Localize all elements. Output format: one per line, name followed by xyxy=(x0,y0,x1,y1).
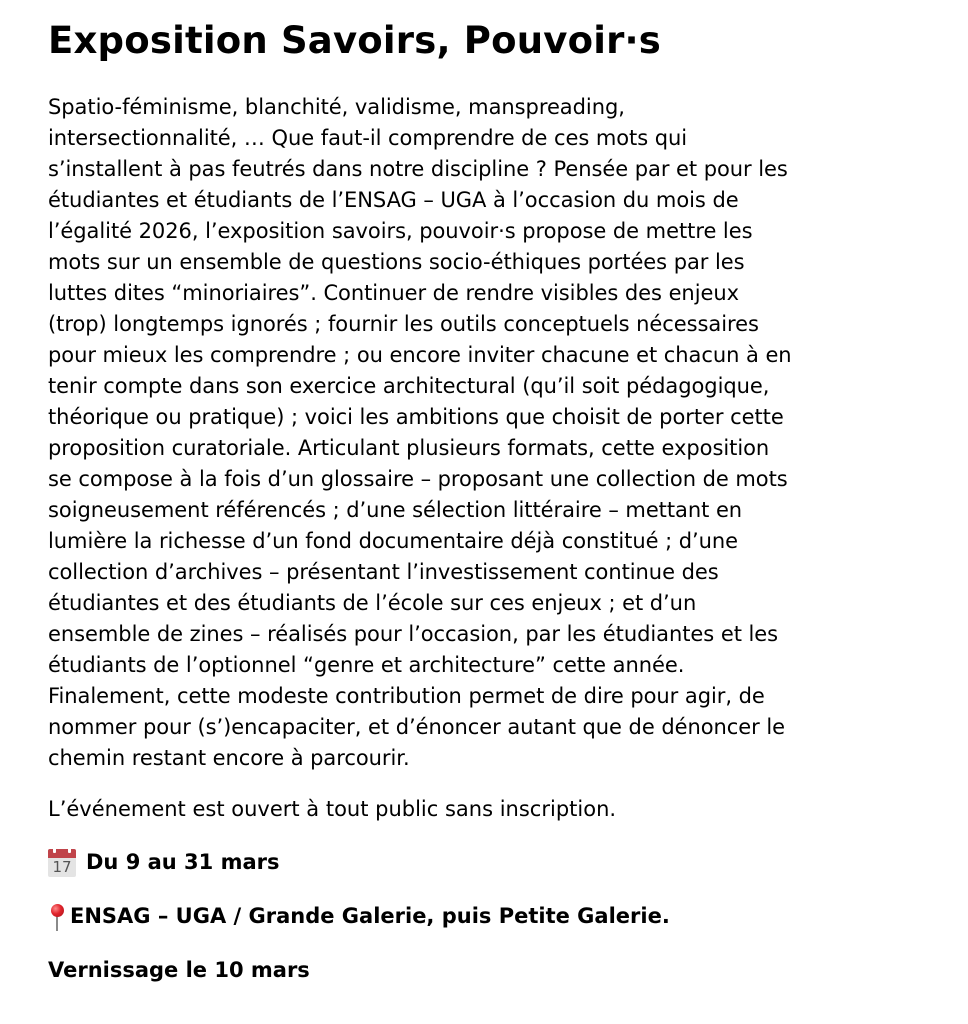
description-line: proposition curatoriale. Articulant plusieurs formats, cette exposition xyxy=(48,436,770,460)
round-pushpin-icon xyxy=(48,902,66,932)
description-line: Spatio-féminisme, blanchité, validisme, manspreading, xyxy=(48,95,625,119)
calendar-icon-day: 17 xyxy=(52,857,72,876)
event-opening-text: Vernissage le 10 mars xyxy=(48,958,310,982)
description-line: étudiantes et des étudiants de l’école sur ces enjeux ; et d’un xyxy=(48,591,697,615)
description-line: s’installent à pas feutrés dans notre discipline ? Pensée par et pour les xyxy=(48,157,788,181)
description-line: intersectionnalité, … Que faut-il comprendre de ces mots qui xyxy=(48,126,688,150)
event-description xyxy=(48,92,898,774)
description-line: (trop) longtemps ignorés ; fournir les outils conceptuels nécessaires xyxy=(48,312,759,336)
event-location xyxy=(48,901,898,932)
registration-notice: L’événement est ouvert à tout public sans inscription. xyxy=(48,797,617,821)
description-line: théorique ou pratique) ; voici les ambitions que choisit de porter cette xyxy=(48,405,784,429)
event-opening xyxy=(48,955,898,986)
description-line: chemin restant encore à parcourir. xyxy=(48,746,410,770)
description-line: nommer pour (s’)encapaciter, et d’énoncer autant que de dénoncer le xyxy=(48,715,786,739)
description-line: lumière la richesse d’un fond documentaire déjà constitué ; d’une xyxy=(48,529,739,553)
description-line: Finalement, cette modeste contribution permet de dire pour agir, de xyxy=(48,684,765,708)
description-line: se compose à la fois d’un glossaire – proposant une collection de mots xyxy=(48,467,788,491)
page-title: Exposition Savoirs, Pouvoir·s xyxy=(48,19,662,62)
description-line: ensemble de zines – réalisés pour l’occasion, par les étudiantes et les xyxy=(48,622,779,646)
description-line: luttes dites “minoriaires”. Continuer de rendre visibles des enjeux xyxy=(48,281,739,305)
description-line: tenir compte dans son exercice architectural (qu’il soit pédagogique, xyxy=(48,374,770,398)
description-line: étudiants de l’optionnel “genre et architecture” cette année. xyxy=(48,653,685,677)
calendar-icon xyxy=(48,849,76,877)
event-location-text: ENSAG – UGA / Grande Galerie, puis Petite Galerie. xyxy=(70,904,670,928)
description-line: étudiantes et étudiants de l’ENSAG – UGA à l’occasion du mois de xyxy=(48,188,739,212)
description-line: l’égalité 2026, l’exposition savoirs, pouvoir·s propose de mettre les xyxy=(48,219,753,243)
event-dates-text: Du 9 au 31 mars xyxy=(86,850,280,874)
description-line: mots sur un ensemble de questions socio-éthiques portées par les xyxy=(48,250,745,274)
event-dates xyxy=(48,847,898,878)
description-line: collection d’archives – présentant l’investissement continue des xyxy=(48,560,719,584)
description-line: soigneusement référencés ; d’une sélection littéraire – mettant en xyxy=(48,498,743,522)
description-line: pour mieux les comprendre ; ou encore inviter chacune et chacun à en xyxy=(48,343,792,367)
